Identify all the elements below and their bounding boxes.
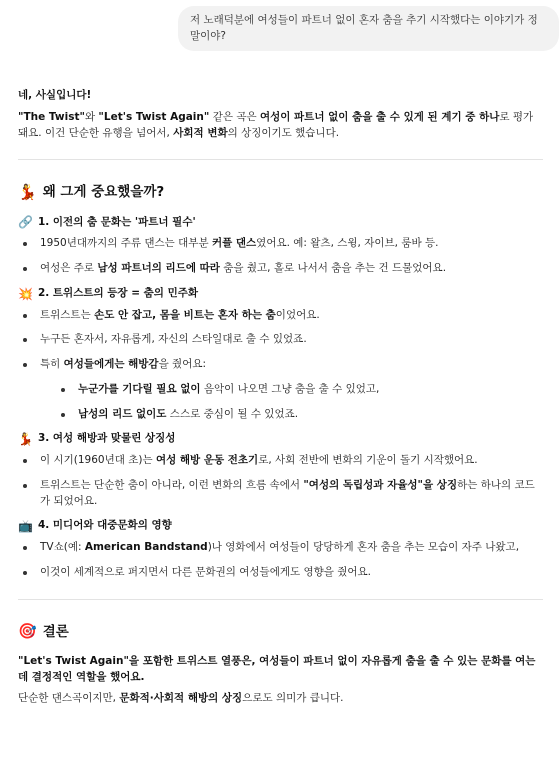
intro-text: 로 평가돼요. 이건 단순한 유행을 넘어서, — [18, 110, 534, 139]
subsection-2-heading — [18, 286, 543, 302]
dancer-icon: 💃 — [18, 432, 33, 447]
subsection-2-title: 2. 트위스트의 등장 = 춤의 민주화 — [37, 286, 199, 299]
list-item: 1950년대까지의 주류 댄스는 대부분 커플 댄스였어요. 예: 왈츠, 스윙, 자이브, 룸바 등. — [18, 236, 543, 252]
subsection-2-list — [18, 308, 543, 423]
intro-twist-title: "The Twist" — [18, 110, 85, 123]
intro-line — [18, 88, 543, 104]
target-icon: 🎯 — [18, 622, 37, 641]
conclusion-paragraph-2: 단순한 댄스곡이지만, 문화적·사회적 해방의 상징으로도 의미가 큽니다. — [18, 692, 344, 705]
conclusion-paragraph — [18, 654, 543, 686]
list-item: 트위스트는 손도 안 잡고, 몸을 비트는 혼자 하는 춤이었어요. — [18, 308, 543, 324]
list-item: 이 시기(1960년대 초)는 여성 해방 운동 전초기로, 사회 전반에 변화의 기운이 돌기 시작했어요. — [18, 453, 543, 469]
television-icon: 📺 — [18, 519, 33, 534]
intro-lets-twist-title: "Let's Twist Again" — [98, 110, 210, 123]
dancer-icon: 💃 — [18, 182, 37, 201]
intro-line-bold: 네, 사실입니다! — [18, 89, 92, 101]
link-icon: 🔗 — [18, 215, 33, 230]
nested-list-item: 누군가를 기다릴 필요 없이 음악이 나오면 그냥 춤을 출 수 있었고, — [56, 382, 543, 398]
list-item: 트위스트는 단순한 춤이 아니라, 이런 변화의 흐름 속에서 "여성의 독립성과 자율성"을 상징하는 하나의 코드가 되었어요. — [18, 478, 543, 510]
list-item: 여성은 주로 남성 파트너의 리드에 따라 춤을 췄고, 홀로 나서서 춤을 추는 건 드물었어요. — [18, 261, 543, 277]
subsection-4-title: 4. 미디어와 대중문화의 영향 — [37, 519, 172, 532]
subsection-4-heading — [18, 518, 543, 534]
user-message-bubble — [178, 6, 559, 51]
intro-text: 의 상징이기도 했습니다. — [227, 126, 340, 139]
assistant-response — [18, 88, 543, 713]
list-item: TV쇼(예: American Bandstand)나 영화에서 여성들이 당당하게 혼자 춤을 추는 모습이 자주 나왔고, — [18, 540, 543, 556]
conclusion-title: 결론 — [42, 623, 69, 640]
intro-emphasis: 여성이 파트너 없이 춤을 출 수 있게 된 계기 중 하나 — [259, 110, 500, 123]
user-message-text: 저 노래덕분에 여성들이 파트너 없이 혼자 춤을 추기 시작했다는 이야기가 정말이야? — [190, 14, 538, 43]
intro-paragraph — [18, 110, 543, 142]
conclusion-heading — [18, 622, 543, 642]
subsection-4-list — [18, 540, 543, 581]
intro-text: 와 — [84, 110, 99, 123]
section-why-heading — [18, 182, 543, 202]
subsection-3-heading — [18, 431, 543, 447]
conclusion-bold-text: "Let's Twist Again"을 포함한 트위스트 열풍은, 여성들이 파트너 없이 자유롭게 춤을 출 수 있는 문화를 여는 데 결정적인 역할을 했어요. — [18, 654, 536, 683]
divider — [18, 599, 543, 600]
subsection-1-list — [18, 236, 543, 277]
section-why-title: 왜 그게 중요했을까? — [42, 184, 165, 201]
subsection-1-title: 1. 이전의 춤 문화는 '파트너 필수' — [37, 215, 196, 228]
nested-list-item: 남성의 리드 없이도 스스로 중심이 될 수 있었죠. — [56, 407, 543, 423]
intro-text: 같은 곡은 — [209, 110, 260, 123]
nested-list — [40, 382, 543, 423]
subsection-1-heading — [18, 215, 543, 231]
collision-icon: 💥 — [18, 286, 33, 301]
subsection-3-title: 3. 여성 해방과 맞물린 상징성 — [37, 432, 176, 445]
divider — [18, 159, 543, 160]
list-item: 이것이 세계적으로 퍼지면서 다른 문화권의 여성들에게도 영향을 줬어요. — [18, 565, 543, 581]
list-item: 특히 여성들에게는 해방감을 줬어요: 누군가를 기다릴 필요 없이 음악이 나오면 그냥 춤을 출 수 있었고, 남성의 리드 없이도 스스로 중심이 될 수 있었죠. — [18, 357, 543, 422]
list-item: 누구든 혼자서, 자유롭게, 자신의 스타일대로 출 수 있었죠. — [18, 332, 543, 348]
intro-emphasis-social: 사회적 변화 — [173, 126, 228, 139]
subsection-3-list — [18, 453, 543, 509]
